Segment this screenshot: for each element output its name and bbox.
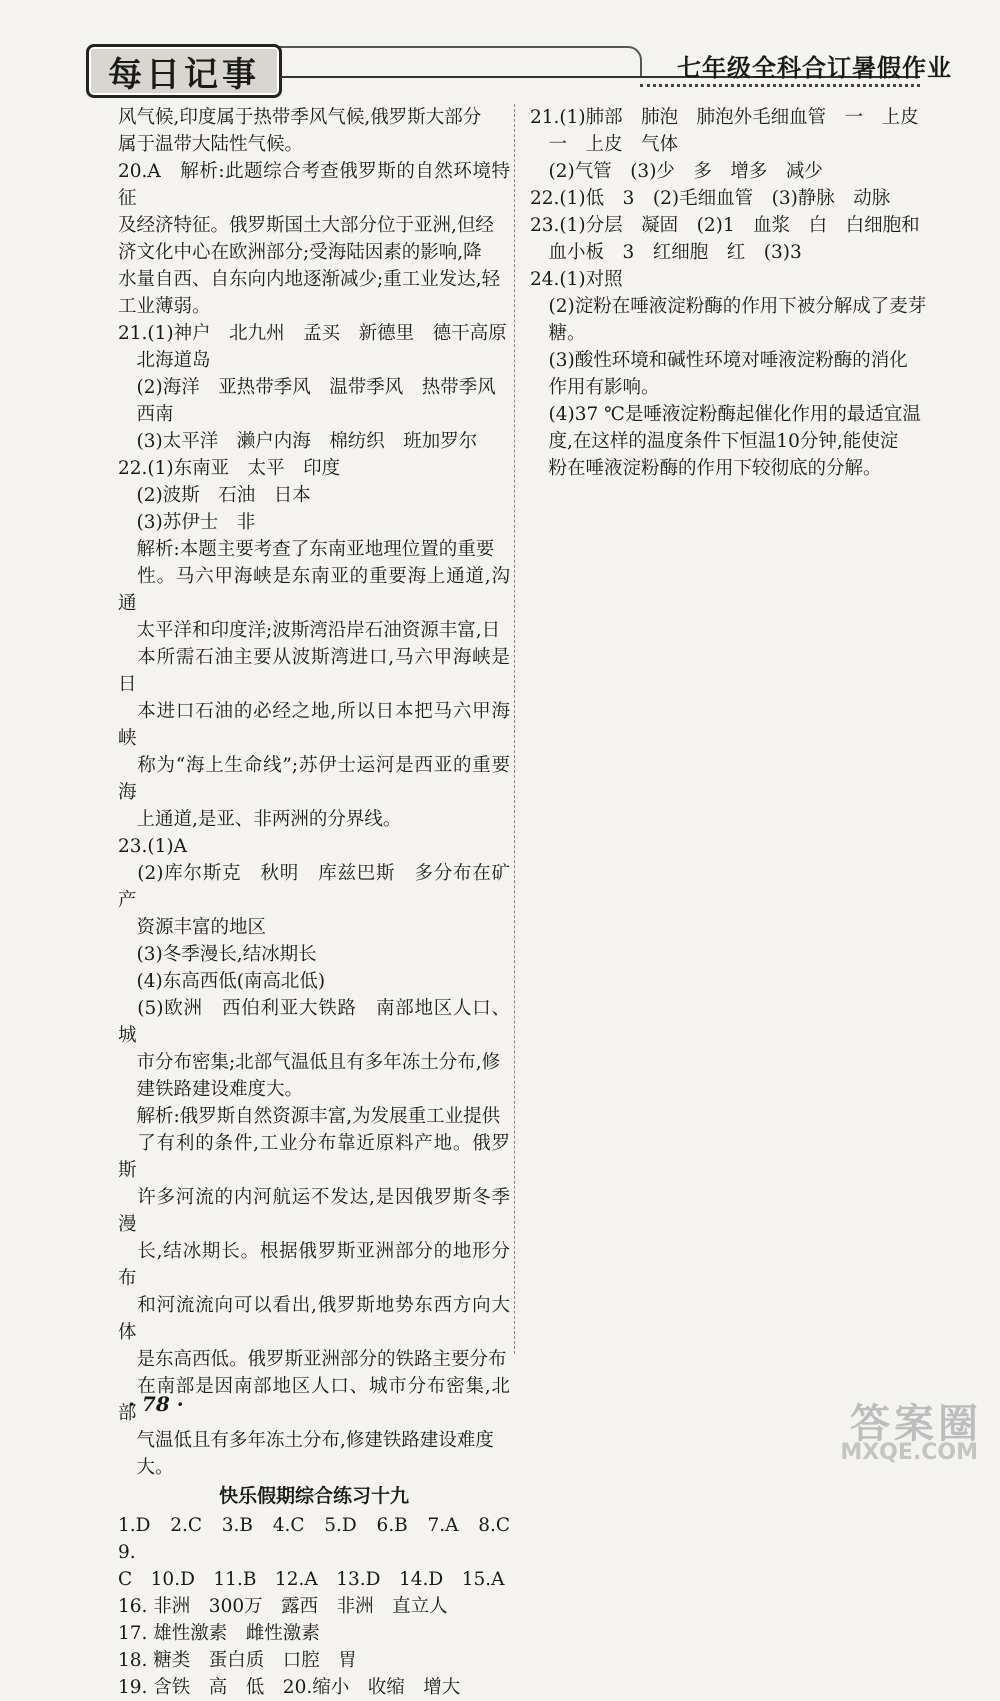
text-line: 24.(1)对照 bbox=[530, 269, 623, 290]
text-line: 23.(1)分层 凝固 (2)1 血浆 白 白细胞和 bbox=[530, 215, 920, 236]
text-line: 水量自西、自东向内地逐渐减少;重工业发达,轻 bbox=[118, 269, 501, 290]
text-line: (2)波斯 石油 日本 bbox=[118, 485, 311, 506]
left-column bbox=[118, 104, 529, 1701]
text-line: 西南 bbox=[118, 404, 174, 425]
text-line: 糖。 bbox=[530, 323, 586, 344]
text-line: 作用有影响。 bbox=[530, 377, 660, 398]
text-line: 解析:本题主要考查了东南亚地理位置的重要 bbox=[118, 539, 495, 560]
text-line: 市分布密集;北部气温低且有多年冻土分布,修 bbox=[118, 1052, 501, 1073]
text-line: 太平洋和印度洋;波斯湾沿岸石油资源丰富,日 bbox=[118, 620, 501, 641]
watermark-url: MXQE.COM bbox=[840, 1440, 978, 1465]
text-line: 20.A 解析:此题综合考查俄罗斯的自然环境特征 bbox=[118, 161, 510, 209]
text-line: (4)37 ℃是唾液淀粉酶起催化作用的最适宜温 bbox=[530, 404, 921, 425]
text-line: 性。马六甲海峡是东南亚的重要海上通道,沟通 bbox=[118, 566, 510, 614]
text-line: 本所需石油主要从波斯湾进口,马六甲海峡是日 bbox=[118, 647, 510, 695]
text-line: 大。 bbox=[118, 1457, 174, 1478]
text-line: (5)欧洲 西伯利亚大铁路 南部地区人口、城 bbox=[118, 998, 510, 1046]
answer-line: 17. 雄性激素 雌性激素 bbox=[118, 1623, 320, 1644]
text-line: 风气候,印度属于热带季风气候,俄罗斯大部分 bbox=[118, 107, 482, 128]
answer-line: 16. 非洲 300万 露西 非洲 直立人 bbox=[118, 1596, 448, 1617]
text-line: 21.(1)神户 北九州 孟买 新德里 德干高原 bbox=[118, 323, 507, 344]
text-line: 建铁路建设难度大。 bbox=[118, 1079, 304, 1100]
text-line: (2)海洋 亚热带季风 温带季风 热带季风 bbox=[118, 377, 496, 398]
answer-line: 1.D 2.C 3.B 4.C 5.D 6.B 7.A 8.C 9. bbox=[118, 1515, 529, 1563]
text-line: 属于温带大陆性气候。 bbox=[118, 134, 304, 155]
text-line: (4)东高西低(南高北低) bbox=[118, 971, 326, 992]
text-line: 本进口石油的必经之地,所以日本把马六甲海峡 bbox=[118, 701, 510, 749]
header-decoration bbox=[270, 46, 642, 78]
text-line: 血小板 3 红细胞 红 (3)3 bbox=[530, 242, 802, 263]
text-line: (3)冬季漫长,结冰期长 bbox=[118, 944, 317, 965]
section-title: 快乐假期综合练习十九 bbox=[218, 1485, 409, 1507]
text-line: (2)气管 (3)少 多 增多 减少 bbox=[530, 161, 823, 182]
page-number: · 78 · bbox=[128, 1392, 184, 1416]
text-line: 长,结冰期长。根据俄罗斯亚洲部分的地形分布 bbox=[118, 1241, 510, 1289]
text-line: 资源丰富的地区 bbox=[118, 917, 267, 938]
text-line: (3)苏伊士 非 bbox=[118, 512, 256, 533]
answer-line: 19. 含铁 高 低 20.缩小 收缩 增大 bbox=[118, 1677, 461, 1698]
text-line: 北海道岛 bbox=[118, 350, 211, 371]
text-line: 22.(1)东南亚 太平 印度 bbox=[118, 458, 341, 479]
text-line: 气温低且有多年冻土分布,修建铁路建设难度 bbox=[118, 1430, 494, 1451]
brand-logo: 每日记事 bbox=[86, 44, 282, 98]
text-line: 许多河流的内河航运不发达,是因俄罗斯冬季漫 bbox=[118, 1187, 510, 1235]
text-line: 是东高西低。俄罗斯亚洲部分的铁路主要分布 bbox=[118, 1349, 507, 1370]
page-header bbox=[0, 0, 1000, 100]
text-line: 及经济特征。俄罗斯国土大部分位于亚洲,但经 bbox=[118, 215, 494, 236]
text-line: 度,在这样的温度条件下恒温10分钟,能使淀 bbox=[530, 431, 899, 452]
watermark-logo: 答案圈 bbox=[850, 1401, 982, 1447]
text-line: 上通道,是亚、非两洲的分界线。 bbox=[118, 809, 402, 830]
column-divider bbox=[514, 104, 515, 1354]
text-line: 和河流流向可以看出,俄罗斯地势东西方向大体 bbox=[118, 1295, 510, 1343]
text-line: 称为“海上生命线”;苏伊士运河是西亚的重要海 bbox=[118, 755, 510, 803]
text-line: (3)酸性环境和碱性环境对唾液淀粉酶的消化 bbox=[530, 350, 908, 371]
text-line: (2)库尔斯克 秋明 库兹巴斯 多分布在矿产 bbox=[118, 863, 510, 911]
text-line: 了有利的条件,工业分布靠近原料产地。俄罗斯 bbox=[118, 1133, 510, 1181]
text-line: 济文化中心在欧洲部分;受海陆因素的影响,降 bbox=[118, 242, 482, 263]
answer-line: C 10.D 11.B 12.A 13.D 14.D 15.A bbox=[118, 1569, 505, 1590]
text-line: 22.(1)低 3 (2)毛细血管 (3)静脉 动脉 bbox=[530, 188, 891, 209]
text-line: (3)太平洋 濑户内海 棉纺织 班加罗尔 bbox=[118, 431, 478, 452]
header-dotted-rule bbox=[640, 84, 920, 87]
right-column bbox=[530, 104, 955, 482]
text-line: (2)淀粉在唾液淀粉酶的作用下被分解成了麦芽 bbox=[530, 296, 927, 317]
answer-line: 18. 糖类 蛋白质 口腔 胃 bbox=[118, 1650, 357, 1671]
book-title: 七年级全科合订暑假作业 bbox=[677, 54, 952, 82]
text-line: 工业薄弱。 bbox=[118, 296, 211, 317]
text-line: 在南部是因南部地区人口、城市分布密集,北部 bbox=[118, 1376, 510, 1424]
text-line: 23.(1)A bbox=[118, 836, 187, 857]
text-line: 一 上皮 气体 bbox=[530, 134, 679, 155]
text-line: 解析:俄罗斯自然资源丰富,为发展重工业提供 bbox=[118, 1106, 501, 1127]
text-line: 21.(1)肺部 肺泡 肺泡外毛细血管 一 上皮 bbox=[530, 107, 919, 128]
text-line: 粉在唾液淀粉酶的作用下较彻底的分解。 bbox=[530, 458, 882, 479]
